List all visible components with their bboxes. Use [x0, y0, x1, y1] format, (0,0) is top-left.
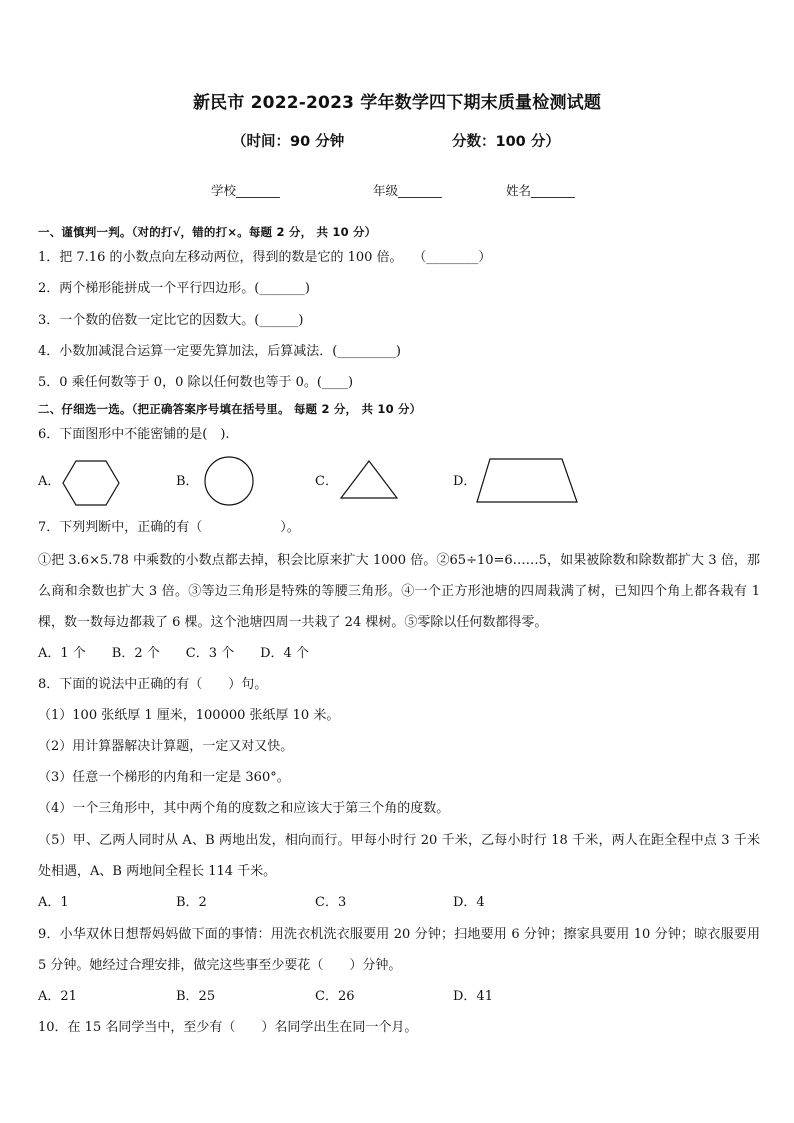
- section1-heading: 一、谨慎判一判。（对的打√，错的打×。每题 2 分， 共 10 分）: [38, 225, 377, 239]
- q9-option-a: A．21: [38, 989, 77, 1004]
- question-8-statement-1: （1）100 张纸厚 1 厘米，100000 张纸厚 10 米。: [38, 708, 340, 723]
- section2-heading: 二、仔细选一选。（把正确答案序号填在括号里。 每题 2 分， 共 10 分）: [38, 402, 422, 416]
- q6-option-c-label: C．: [315, 474, 338, 489]
- question-5: 5．0 乘任何数等于 0，0 除以任何数也等于 0。(____): [38, 375, 354, 390]
- page-title: 新民市 2022-2023 学年数学四下期末质量检测试题: [192, 93, 602, 113]
- question-10-stem: 10．在 15 名同学当中，至少有（ ）名同学出生在同一个月。: [38, 1020, 418, 1035]
- question-2: 2．两个梯形能拼成一个平行四边形。(_______): [38, 281, 310, 296]
- question-8-statement-2: （2）用计算器解决计算题，一定又对又快。: [38, 739, 294, 754]
- triangle-icon: [340, 460, 398, 500]
- question-9-stem: 9．小华双休日想帮妈妈做下面的事情：用洗衣机洗衣服要用 20 分钟；扫地要用 6 分钟；擦家具要用 10 分钟；晾衣服要用 5 分钟。她经过合理安排，做完这些事至少要花（ ）分钟。: [38, 927, 760, 973]
- hexagon-icon: [62, 460, 120, 506]
- q9-option-b: B．25: [176, 989, 216, 1004]
- trapezoid-icon: [476, 458, 578, 504]
- q8-option-b: B．2: [176, 895, 207, 910]
- name-field: 姓名_______: [506, 183, 575, 198]
- school-field: 学校_______: [211, 183, 280, 198]
- q6-option-b-label: B．: [176, 474, 199, 489]
- question-8-statement-5: （5）甲、乙两人同时从 A、B 两地出发，相向而行。甲每小时行 20 千米，乙每小时行 18 千米，两人在距全程中点 3 千米处相遇，A、B 两地间全程长 114 千米。: [38, 833, 760, 879]
- circle-icon: [204, 456, 254, 506]
- question-3: 3．一个数的倍数一定比它的因数大。(______): [38, 313, 304, 328]
- question-7-options: A．1 个 B．2 个 C．3 个 D．4 个: [38, 646, 309, 661]
- exam-time: （时间：90 分钟: [232, 134, 345, 150]
- question-7-stem: 7．下列判断中，正确的有（ ）。: [38, 520, 300, 535]
- exam-score: 分数：100 分）: [452, 134, 560, 150]
- q8-option-a: A．1: [38, 895, 69, 910]
- question-4: 4．小数加减混合运算一定要先算加法，后算减法．(_________): [38, 344, 401, 359]
- question-8-stem: 8．下面的说法中正确的有（ ）句。: [38, 677, 268, 692]
- question-6-stem: 6．下面图形中不能密铺的是( ).: [38, 427, 230, 442]
- q8-option-d: D．4: [453, 895, 485, 910]
- question-8-statement-4: （4）一个三角形中，其中两个角的度数之和应该大于第三个角的度数。: [38, 801, 450, 816]
- question-7-body: ①把 3.6×5.78 中乘数的小数点都去掉，积会比原来扩大 1000 倍。②65÷10=6……5，如果被除数和除数都扩大 3 倍，那么商和余数也扩大 3 倍。③等边三角形是特殊的等腰三角形。④一个正方形池塘的四周栽满了树，已知四个角上都各栽有 1 棵，数一数每边都栽了 6 棵。这个池塘四周一共栽了 24 棵树。⑤零除以任何数都得零。: [38, 553, 760, 630]
- question-1: 1．把 7.16 的小数点向左移动两位，得到的数是它的 100 倍。 （________）: [38, 250, 492, 265]
- q9-option-d: D．41: [453, 989, 493, 1004]
- q8-option-c: C．3: [315, 895, 347, 910]
- q6-option-d-label: D．: [453, 474, 477, 489]
- question-8-statement-3: （3）任意一个梯形的内角和一定是 360°。: [38, 770, 290, 785]
- grade-field: 年级_______: [373, 183, 442, 198]
- q9-option-c: C．26: [315, 989, 355, 1004]
- q6-option-a-label: A．: [38, 474, 61, 489]
